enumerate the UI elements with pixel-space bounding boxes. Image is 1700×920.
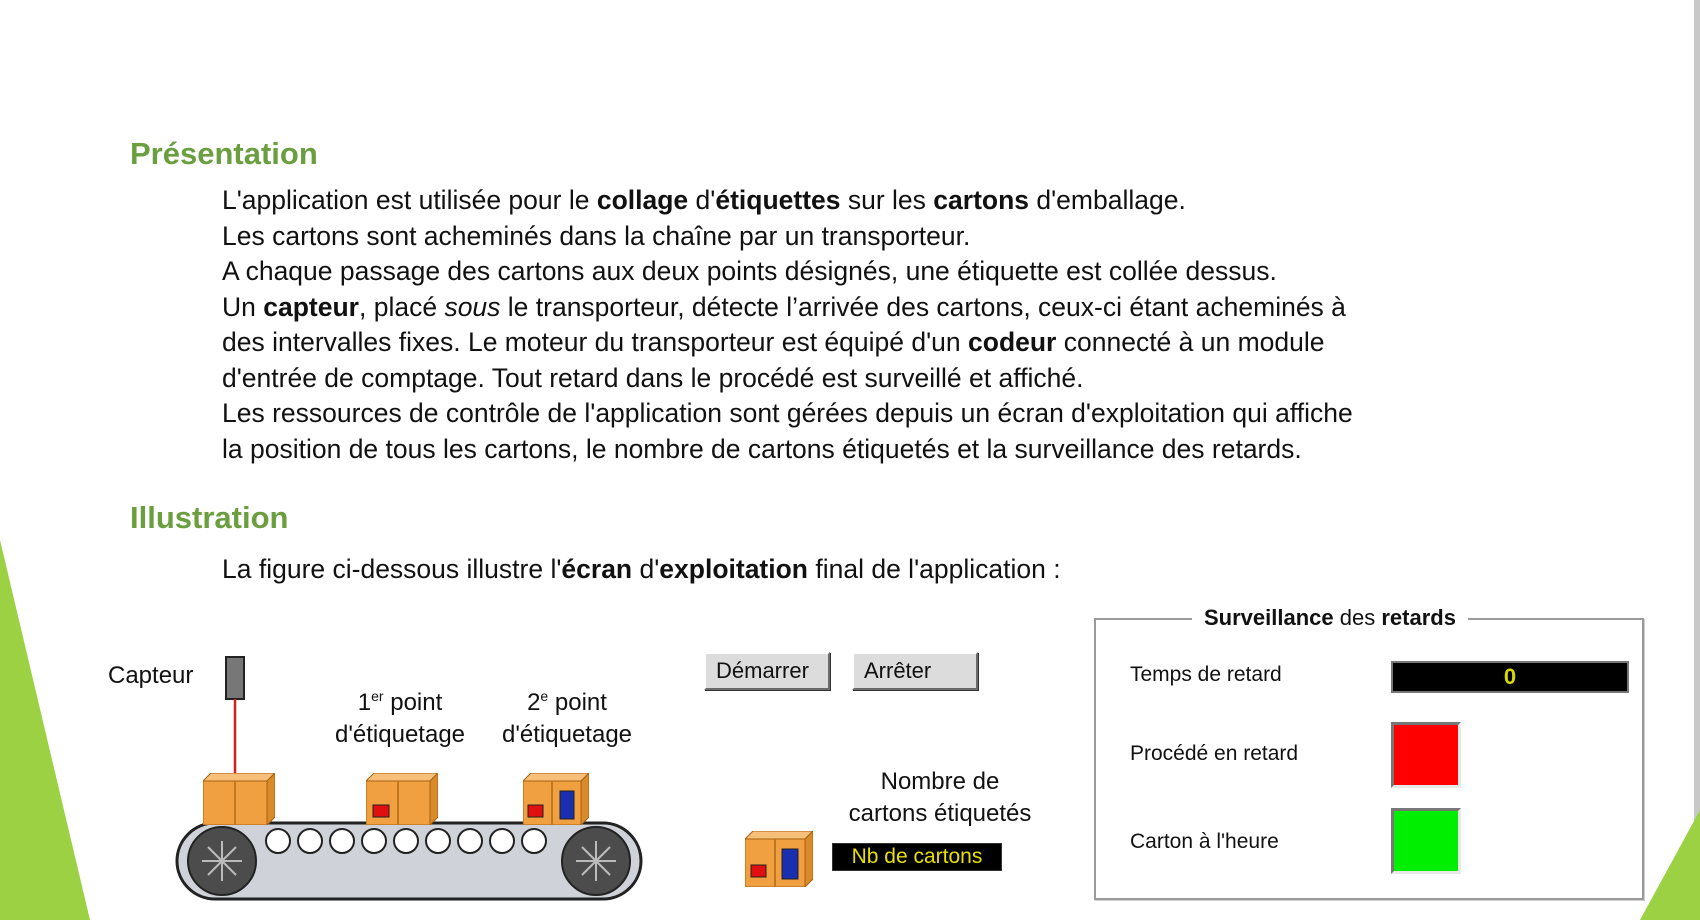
carton-at-point-1	[366, 773, 438, 825]
slide-decoration-left	[0, 540, 90, 920]
start-button[interactable]: Démarrer	[704, 652, 830, 690]
delay-time-label: Temps de retard	[1130, 663, 1282, 686]
presentation-line-3: A chaque passage des cartons aux deux points désignés, une étiquette est collée dessus.	[222, 256, 1277, 286]
illustration-intro: La figure ci-dessous illustre l'écran d'exploitation final de l'application :	[222, 554, 1061, 584]
presentation-line-1: L'application est utilisée pour le collage d'étiquettes sur les cartons d'emballage.	[222, 185, 1186, 215]
conveyor-rollers	[266, 829, 546, 853]
conveyor-wheel-right	[562, 827, 630, 895]
labeled-carton-icon	[745, 831, 813, 887]
presentation-line-7: Les ressources de contrôle de l'application sont gérées depuis un écran d'exploitation qui affiche	[222, 398, 1353, 428]
presentation-line-4: Un capteur, placé sous le transporteur, détecte l’arrivée des cartons, ceux-ci étant acheminés à	[222, 291, 1346, 322]
carton-at-sensor	[203, 773, 275, 825]
slide-border-right	[1694, 0, 1700, 920]
labeling-point-1-label: 1er point d'étiquetage	[334, 688, 466, 748]
presentation-line-5: des intervalles fixes. Le moteur du transporteur est équipé d'un codeur connecté à un module	[222, 327, 1325, 357]
presentation-line-8: la position de tous les cartons, le nombre de cartons étiquetés et la surveillance des retards.	[222, 433, 1302, 464]
carton-on-time-label: Carton à l'heure	[1130, 830, 1279, 853]
process-late-label: Procédé en retard	[1130, 742, 1299, 765]
presentation-line-6: d'entrée de comptage. Tout retard dans le procédé est surveillé et affiché.	[222, 362, 1084, 393]
labeled-count-label: Nombre de cartons étiquetés	[848, 768, 1032, 827]
carton-on-time-indicator	[1391, 808, 1461, 874]
presentation-text	[222, 183, 1353, 467]
carton-count-display: Nb de cartons	[832, 843, 1002, 871]
labeling-point-2-label: 2e point d'étiquetage	[501, 688, 633, 748]
carton-at-point-2	[523, 773, 589, 825]
slide-decoration-right	[1640, 810, 1700, 920]
sensor-label: Capteur	[108, 662, 194, 689]
presentation-line-2: Les cartons sont acheminés dans la chaîne par un transporteur.	[222, 220, 971, 251]
conveyor-wheel-left	[188, 827, 256, 895]
delay-time-display: 0	[1391, 661, 1629, 693]
sensor-icon	[224, 655, 248, 780]
delay-panel-title: Surveillance des retards	[1192, 605, 1468, 631]
process-late-indicator	[1391, 722, 1461, 788]
illustration-heading: Illustration	[130, 500, 289, 535]
presentation-heading: Présentation	[130, 136, 318, 171]
stop-button[interactable]: Arrêter	[852, 652, 978, 690]
